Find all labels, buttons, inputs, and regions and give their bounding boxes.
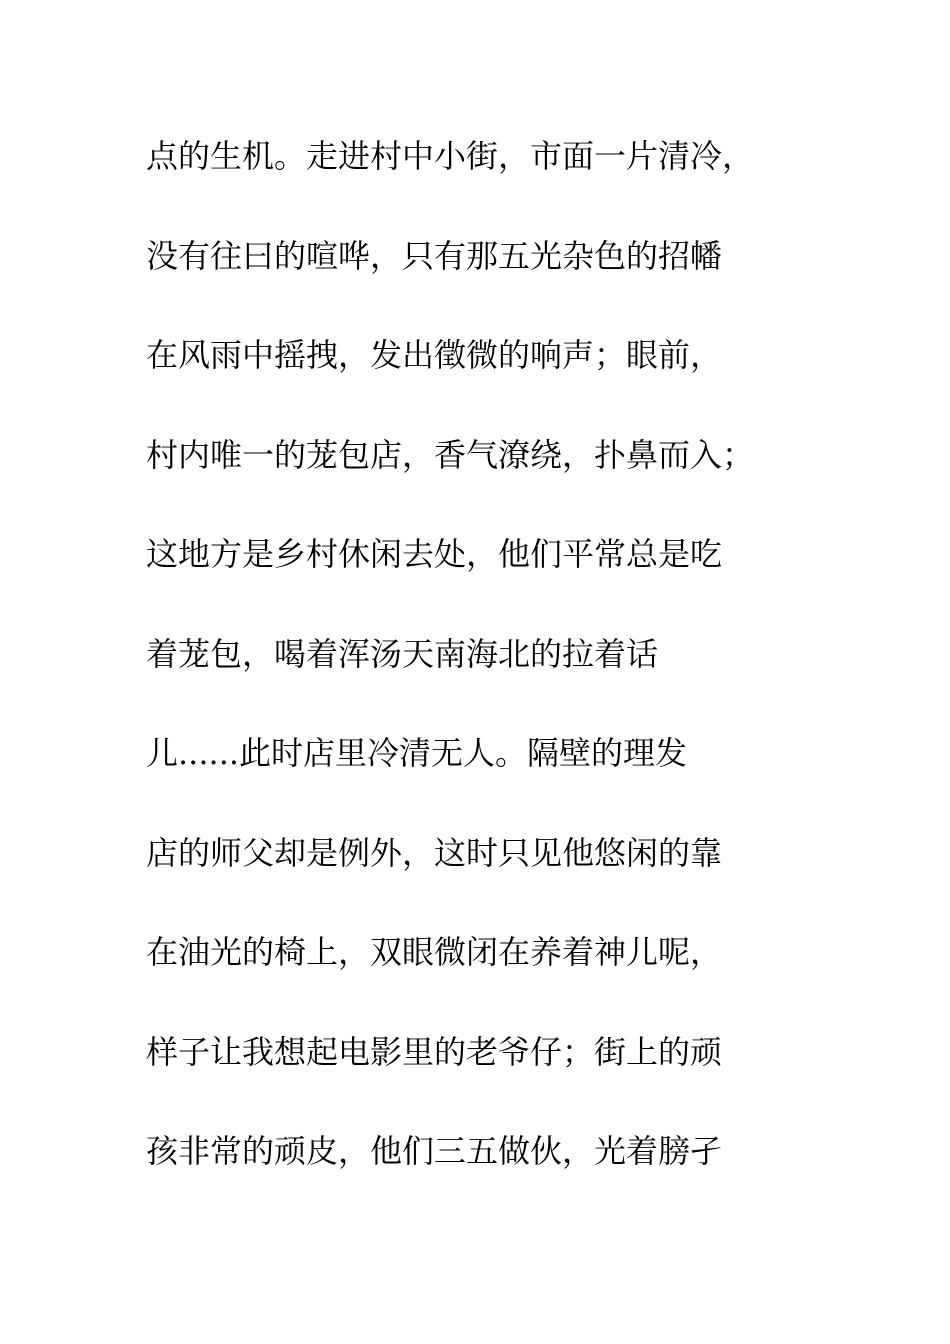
text-line: 孩非常的顽皮，他们三五做伙，光着膀孑 bbox=[146, 1132, 723, 1170]
text-line: 着茏包，喝着浑汤天南海北的拉着话 bbox=[146, 634, 659, 673]
text-line: 儿......此时店里冷清无人。隔壁的理发 bbox=[146, 734, 688, 772]
text-line: 点的生机。走进村中小街，市面一片清冷， bbox=[146, 137, 755, 175]
text-line: 在油光的椅上，双眼微闭在养着神儿呢， bbox=[146, 933, 723, 971]
text-line: 村内唯一的茏包店，香气潦绕，扑鼻而入； bbox=[146, 435, 755, 474]
text-line: 在风雨中摇拽，发出徵微的响声；眼前， bbox=[146, 336, 723, 374]
text-line: 这地方是乡村休闲去处，他们平常总是吃 bbox=[146, 535, 723, 573]
text-line: 店的师父却是例外，这时只见他悠闲的靠 bbox=[146, 833, 723, 872]
text-line: 样子让我想起电影里的老爷仔；街上的顽 bbox=[146, 1032, 723, 1071]
body-text bbox=[146, 126, 806, 1221]
text-line: 没有往曰的喧哗，只有那五光杂色的招幡 bbox=[146, 236, 723, 275]
